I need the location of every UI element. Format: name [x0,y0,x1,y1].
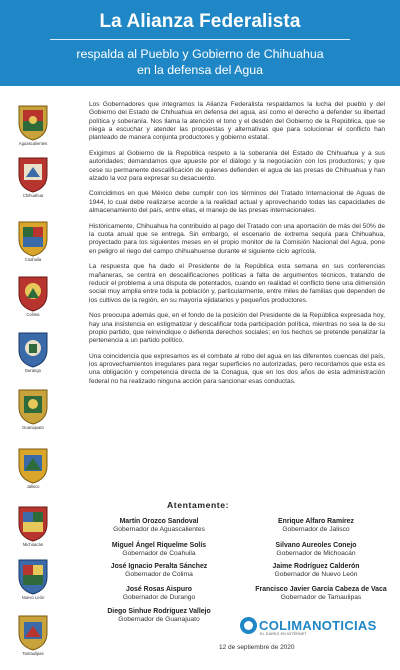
signatory [241,542,391,558]
state-coat-of-arms-icon [15,219,51,257]
state-name: Coahuila [24,257,42,262]
state-coat-of-arms-icon [15,155,51,193]
state-coat-of-arms-icon [15,613,51,651]
state-name: Aguascalientes [18,141,48,146]
subtitle-line-1: respalda al Pueblo y Gobierno de Chihuahua [76,47,324,61]
signatory-role: Gobernador de Durango [122,594,196,601]
coat-of-arms-chihuahua [15,155,51,197]
paragraph: Coincidimos en que México debe cumplir con los términos del Tratado Internacional de Aguas de 1944, lo cual debe realizarse acorde a la realidad actual y aprovechando todas las capacidades de almacenamiento del país, entre ellas, el manejo de las presas internacionales. [89,190,385,215]
coat-of-arms-colima [15,274,51,316]
state-name: Guanajuato [22,425,44,430]
coat-of-arms-michoacan [15,504,51,546]
paragraph: Exigimos al Gobierno de la República respeto a la soberanía del Estado de Chihuahua y a sus autoridades; demandamos que apueste por el diálogo y la negociación con los productores; y que cese su permanente descalificación de quienes defienden el agua de las presas de Chihuahua y han alzado la voz para expresar su desacuerdo. [89,149,385,182]
signatory-name: Silvano Aureoles Conejo [275,542,357,549]
signatory [241,563,391,579]
state-name: Michoacán [22,542,44,547]
colimanoticias-logo-icon [240,617,257,634]
signatory [84,586,234,602]
signatory [84,518,234,534]
state-name: Nuevo León [21,595,45,600]
signatory-name: Enrique Alfaro Ramírez [278,518,354,525]
state-coat-of-arms-icon [15,387,51,425]
signatory-name: Jaime Rodríguez Calderón [272,563,360,570]
paragraph: La respuesta que ha dado el Presidente de la República esta semana en sus conferencias mañaneras, se centra en descalificaciones políticas a falta de argumentos técnicos, tratando de reducir el problema a una disputa de potentados, cuando en realidad el conflicto tiene una dimensión social muy amplia entre toda la población y, particularmente, entre miles de familias que dependen de los cultivos de la región, en su mayoría ejidatarios y pequeños productores. [89,263,385,304]
state-shields-column [0,86,66,670]
state-name: Colima [26,312,40,317]
signatory-role: Gobernador de Tamaulipas [280,594,362,601]
colimanoticias-watermark [240,614,385,636]
signatory-role: Gobernador de Nuevo León [274,571,358,578]
signatory-role: Gobernador de Colima [125,571,193,578]
coat-of-arms-coahuila [15,219,51,261]
signatory-role: Gobernador de Jalisco [282,526,350,533]
paragraph: Nos preocupa además que, en el fondo de la posición del Presidente de la República expresada hoy, hay una insistencia en estigmatizar y descalificar toda participación política, mientras no sea la de su propio partido, que reinvindique o defienda derechos sociales; en los hechos se pretende penalizar la pertenencia a un partido político. [89,312,385,345]
signatory [84,608,234,624]
coat-of-arms-tamaulipas [15,613,51,655]
state-coat-of-arms-icon [15,330,51,368]
signatory [84,563,234,579]
page-title: La Alianza Federalista [99,11,301,32]
state-name: Jalisco [26,484,40,489]
signatory-role: Gobernador de Guanajuato [118,616,200,623]
coat-of-arms-guanajuato [15,387,51,429]
document-date: 12 de septiembre de 2020 [219,644,295,651]
paragraph: Una coincidencia que expresamos es el combate al robo del agua en las diferentes cuencas del país, los aprovechamientos irregulares para regar superficies no autorizadas, pero recordamos que esta es una obligación y competencia directa de la Conagua, que en los dos años de esta administración federal no ha realizado ninguna acción para sancionar esas conductas. [89,352,385,385]
signatory-name: Martín Orozco Sandoval [119,518,199,525]
coat-of-arms-nuevo-leon [15,557,51,599]
signatory [241,586,400,602]
signatory-role: Gobernador de Michoacán [276,550,356,557]
state-coat-of-arms-icon [15,274,51,312]
state-coat-of-arms-icon [15,557,51,595]
signatory-name: Diego Sinhue Rodríguez Vallejo [107,608,211,615]
brand-name: COLIMANOTICIAS [259,617,377,633]
signatory-role: Gobernador de Aguascalientes [113,526,205,533]
state-coat-of-arms-icon [15,103,51,141]
signatory-name: José Ignacio Peralta Sánchez [110,563,208,570]
coat-of-arms-aguascalientes [15,103,51,145]
state-name: Chihuahua [22,193,44,198]
signatory-name: Miguel Ángel Riquelme Solís [111,542,207,549]
signatory [241,518,391,534]
signatory-name: Francisco Javier García Cabeza de Vaca [255,586,387,593]
header-banner [0,0,400,86]
signatory-role: Gobernador de Coahuila [122,550,196,557]
statement-body [89,101,385,393]
state-coat-of-arms-icon [15,446,51,484]
brand-tagline: EL DIARIO EN INTERNET [260,632,307,636]
closing-salutation: Atentamente: [167,500,230,510]
state-name: Tamaulipas [22,651,44,656]
coat-of-arms-durango [15,330,51,372]
state-name: Durango [24,368,42,373]
signatory-name: José Rosas Aispuro [126,586,192,593]
state-coat-of-arms-icon [15,504,51,542]
paragraph: Históricamente, Chihuahua ha contribuido al pago del Tratado con una aportación de más del 50% de la cuota anual que se entrega. Sin embargo, el escenario de extrema sequía para Chihuahua, proyectado para los siguientes meses en el propio monitor de la Comisión Nacional del Agua, pone en peligro el riego del campo chihuahuense durante el siguiente ciclo agrícola. [89,222,385,255]
subtitle-line-2: en la defensa del Agua [136,63,264,77]
header-divider [50,39,350,40]
coat-of-arms-jalisco [15,446,51,488]
signatory [84,542,234,558]
paragraph: Los Gobernadores que integramos la Alianza Federalista respaldamos la lucha del pueblo y del Gobierno del Estado de Chihuahua en defensa del agua, así como el derecho a defender su libertad política y soberanía. Nos llama la atención el tono y el desdén del Gobierno de la República, que se niega a escuchar y atender las propuestas y alternativas que para solucionar el conflicto han planteado de manera conjunta productores y gobierno estatal. [89,101,385,142]
